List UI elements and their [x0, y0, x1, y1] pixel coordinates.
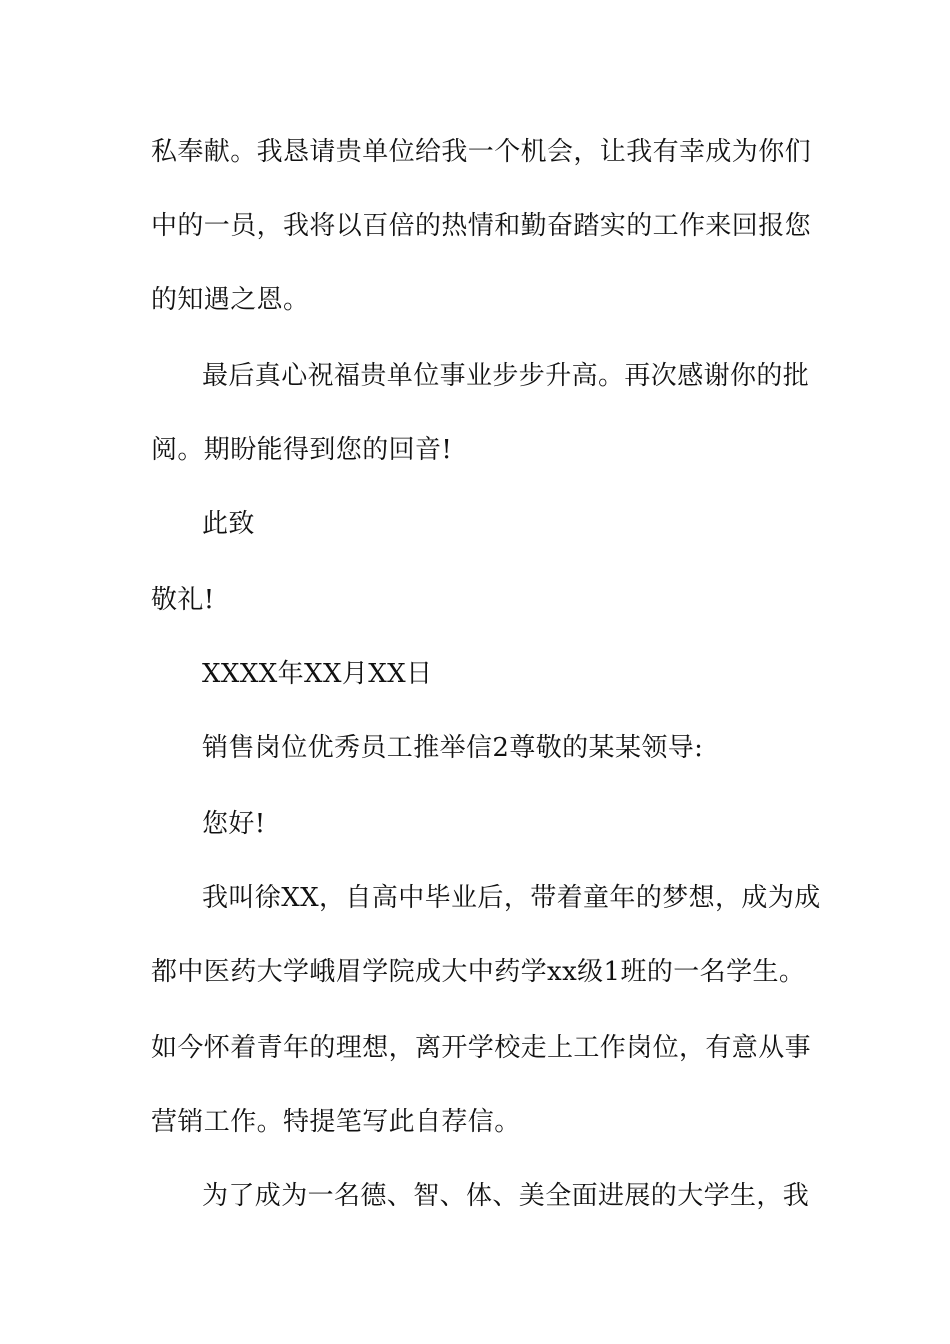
text-line: 为了成为一名德、智、体、美全面进展的大学生，我	[202, 1181, 810, 1211]
text-line: 私奉献。我恳请贵单位给我一个机会，让我有幸成为你们	[151, 137, 812, 167]
text-line: 都中医药大学峨眉学院成大中药学xx级1班的一名学生。	[151, 957, 806, 987]
greeting-line: 您好!	[202, 809, 266, 839]
text-line: 最后真心祝福贵单位事业步步升高。再次感谢你的批	[202, 361, 810, 391]
text-line: 我叫徐XX，自高中毕业后，带着童年的梦想，成为成	[202, 883, 821, 913]
text-line: 中的一员，我将以百倍的热情和勤奋踏实的工作来回报您	[151, 211, 812, 241]
text-line: 的知遇之恩。	[151, 285, 310, 315]
date-line: XXXX年XX月XX日	[202, 659, 433, 689]
closing-line: 此致	[202, 509, 255, 539]
text-line: 阅。期盼能得到您的回音!	[151, 435, 453, 465]
section-heading: 销售岗位优秀员工推举信2尊敬的某某领导:	[202, 733, 704, 763]
text-line: 营销工作。特提笔写此自荐信。	[151, 1107, 521, 1137]
salutation-line: 敬礼!	[151, 585, 215, 615]
text-line: 如今怀着青年的理想，离开学校走上工作岗位，有意从事	[151, 1033, 812, 1063]
